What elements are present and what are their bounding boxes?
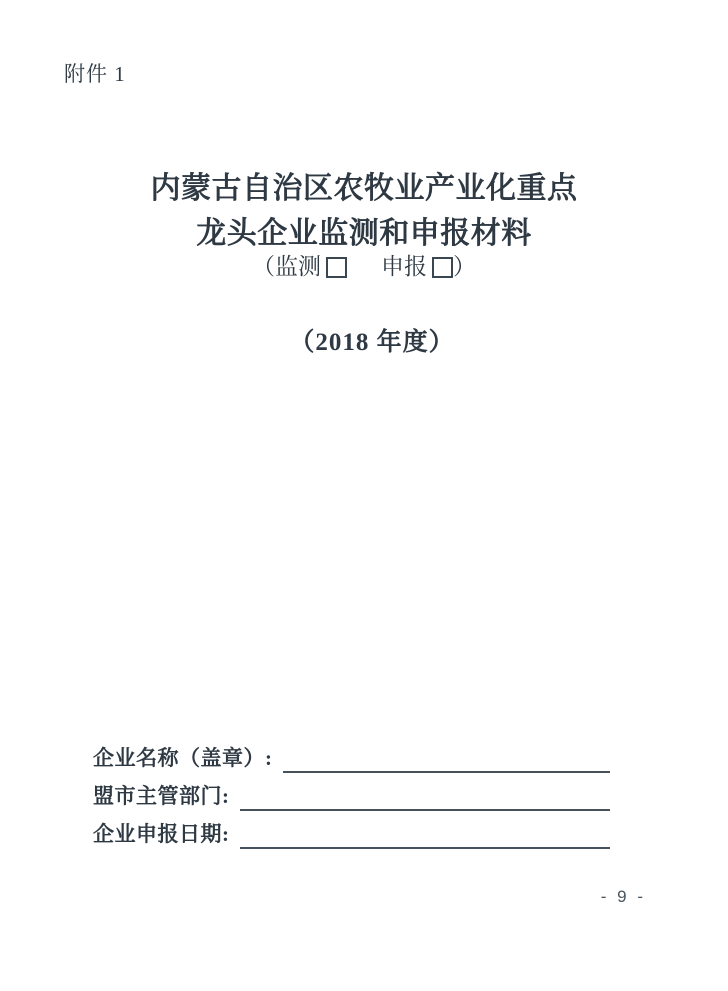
title-line-2: 龙头企业监测和申报材料 [196, 217, 532, 250]
declare-date-label: 企业申报日期: [93, 822, 230, 846]
close-paren: ） [453, 254, 476, 279]
monitor-option [275, 252, 347, 282]
monitor-checkbox-icon[interactable] [326, 257, 347, 278]
declare-date-field[interactable] [240, 821, 611, 849]
enterprise-name-field[interactable] [283, 745, 611, 773]
cover-form [93, 736, 610, 850]
declare-option-label: 申报 [381, 254, 427, 279]
declare-option [381, 252, 453, 282]
league-department-label: 盟市主管部门: [93, 784, 230, 808]
report-type-row [0, 252, 728, 282]
declare-checkbox-icon[interactable] [432, 257, 453, 278]
title-line-1: 内蒙古自治区农牧业产业化重点 [150, 172, 578, 205]
league-department-row [93, 774, 610, 811]
document-title [0, 166, 728, 256]
league-department-field[interactable] [240, 783, 611, 811]
declare-date-row [93, 812, 610, 849]
year-line: （2018 年度） [289, 329, 455, 356]
enterprise-name-row [93, 736, 610, 773]
monitor-option-label: 监测 [275, 254, 321, 279]
page-number: - 9 - [600, 887, 646, 906]
open-paren: （ [252, 254, 275, 279]
attachment-label: 附件 1 [64, 62, 126, 86]
enterprise-name-label: 企业名称（盖章）: [93, 746, 273, 770]
